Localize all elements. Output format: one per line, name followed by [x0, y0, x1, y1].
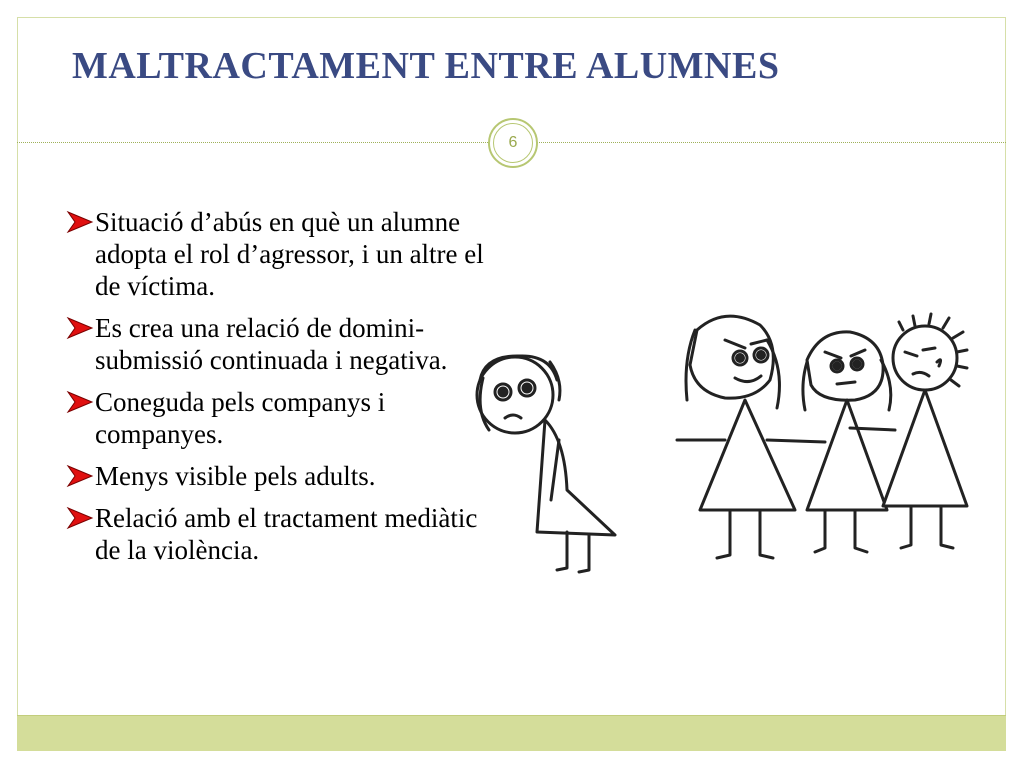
bullet-item [66, 386, 506, 450]
bullet-text: Relació amb el tractament mediàtic de la violència. [95, 503, 478, 565]
bullet-text: Es crea una relació de domini- submissió continuada i negativa. [95, 313, 448, 375]
stick-figure-bullying-icon [455, 300, 985, 590]
red-arrow-bullet-icon [66, 316, 94, 340]
bully-figure [677, 316, 825, 558]
slide-title: MALTRACTAMENT ENTRE ALUMNES [72, 45, 780, 87]
footer-bar [17, 715, 1006, 751]
bullet-item [66, 460, 506, 492]
page-number-badge [488, 118, 538, 168]
bullet-item [66, 312, 506, 376]
bullet-item [66, 502, 506, 566]
bullet-list [66, 206, 506, 576]
victim-figure [477, 356, 615, 572]
red-arrow-bullet-icon [66, 390, 94, 414]
bullet-item [66, 206, 506, 302]
page-number: 6 [493, 123, 533, 163]
bullet-text: Menys visible pels adults. [95, 461, 376, 491]
bullet-text: Situació d’abús en què un alumne adopta el rol d’agressor, i un altre el de víctima. [95, 207, 484, 301]
bullet-text: Coneguda pels companys i companyes. [95, 387, 386, 449]
red-arrow-bullet-icon [66, 464, 94, 488]
red-arrow-bullet-icon [66, 210, 94, 234]
red-arrow-bullet-icon [66, 506, 94, 530]
